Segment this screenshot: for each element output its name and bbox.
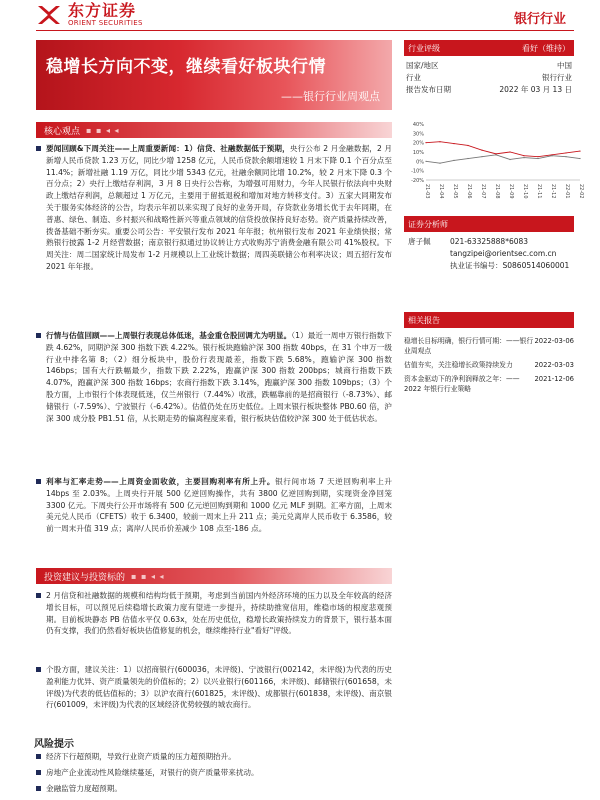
rating-value: 看好（维持） xyxy=(522,43,570,53)
section-investment xyxy=(36,568,392,584)
core-paragraph-text: 银行间市场 7 天逆回购利率上升 14bps 至 2.03%。上周央行开展 500 亿逆回购操作，共有 3800 亿逆回购到期，实现资金净回笼 3300 亿元。下周央行公开市场将有 500 亿元逆回购到期和 1000 亿元 MLF 到期。汇率方面，上周末美元兑人民币（CFETS）收于 6.3400，较前一周末上升 211 点；美元兑离岸人民币收于 6.3586，较前一周末升值 319 点；离岸/人民币价差减少 108 点至-186 点。 xyxy=(46,477,392,534)
series-point xyxy=(425,142,426,143)
y-tick-label: 40% xyxy=(412,122,424,128)
bullet-icon xyxy=(36,754,41,759)
bullet-icon xyxy=(36,146,41,151)
industry-tag: 银行行业 xyxy=(513,12,566,27)
x-tick-label: 22-02 xyxy=(578,184,584,199)
x-tick-label: 22-01 xyxy=(564,184,570,199)
series-point xyxy=(439,163,440,164)
x-tick-label: 21-05 xyxy=(452,184,458,199)
related-item[interactable] xyxy=(404,360,574,370)
related-reports xyxy=(404,312,574,398)
series-point xyxy=(439,141,440,142)
analyst-label: 证券分析师 xyxy=(408,219,448,229)
rating-row-key: 国家/地区 xyxy=(406,61,439,70)
invest-paragraph-text: 个股方面，建议关注：1）以招商银行(600036，未评级)、宁波银行(002142，未评级)为代表的历史盈利能力优异、资产质量领先的价值标的；2）以兴业银行(601166，未评级)、邮储银行(601658，未评级)为代表的低估值标的；3）以沪农商行(601825，未评级)、成都银行(601838，未评级)、南京银行(601009，未评级)为代表的区域经济优势较强的城农商行。 xyxy=(46,665,392,710)
x-tick-label: 21-11 xyxy=(536,184,542,199)
y-tick-label: 10% xyxy=(412,150,424,156)
series-point xyxy=(509,159,510,160)
logo-mark-icon xyxy=(36,4,62,26)
series-point xyxy=(579,150,580,151)
related-item-title: 估值夯实，关注稳增长政策持续发力 xyxy=(404,361,513,369)
related-item-date: 2022-03-06 xyxy=(534,337,574,345)
section-dots: ▪ ▪ ◂ ◂ xyxy=(86,125,120,135)
risk-item xyxy=(36,783,122,794)
performance-chart xyxy=(404,118,584,208)
bullet-icon xyxy=(36,667,41,672)
series-point xyxy=(523,157,524,158)
series-point xyxy=(467,145,468,146)
rating-row-key: 报告发布日期 xyxy=(406,85,451,94)
related-item-title: 资本金驱动下的净利润释放之年：——2022 年银行行业策略 xyxy=(404,375,520,393)
series-point xyxy=(453,160,454,161)
series-point xyxy=(523,155,524,156)
y-tick-label: -10% xyxy=(411,168,424,175)
core-paragraph-lead: 行情与估值回顾——上周银行表现总体低迷，基金重仓股回调尤为明显。 xyxy=(46,331,292,340)
header-divider xyxy=(36,30,574,31)
core-paragraph xyxy=(36,330,392,424)
logo-en: ORIENT SECURITIES xyxy=(68,19,143,27)
section-invest-title: 投资建议与投资标的 xyxy=(44,572,126,583)
core-paragraph xyxy=(36,476,392,535)
performance-chart-svg xyxy=(404,118,584,208)
related-item[interactable] xyxy=(404,374,574,394)
series-point xyxy=(425,161,426,162)
rating-row xyxy=(404,60,574,72)
series-point xyxy=(509,151,510,152)
related-header xyxy=(404,312,574,328)
risk-item xyxy=(36,767,259,778)
analyst-license: 执业证书编号：S0860514060001 xyxy=(450,261,570,270)
related-item-date: 2021-12-06 xyxy=(534,375,574,383)
rating-header xyxy=(404,40,574,56)
bullet-icon xyxy=(36,333,41,338)
rating-label: 行业评级 xyxy=(408,43,440,53)
rating-row xyxy=(404,72,574,84)
series-point xyxy=(579,158,580,159)
rating-row-value: 银行行业 xyxy=(542,73,572,82)
y-tick-label: 0% xyxy=(416,159,424,166)
series-point xyxy=(467,158,468,159)
related-item-title: 稳增长目标明确，银行行情可期：——银行业周观点 xyxy=(404,337,534,355)
analyst-panel xyxy=(404,216,574,272)
x-tick-label: 21-07 xyxy=(480,184,486,199)
logo-cn: 东方证券 xyxy=(68,1,137,20)
title-banner xyxy=(36,40,392,110)
rating-row xyxy=(404,84,574,96)
section-core-title: 核心观点 xyxy=(44,126,81,137)
core-paragraph xyxy=(36,143,392,273)
y-tick-label: -20% xyxy=(411,178,424,184)
series-point xyxy=(481,156,482,157)
bullet-icon xyxy=(36,593,41,598)
series-point xyxy=(495,154,496,155)
series-point xyxy=(551,155,552,156)
invest-paragraph xyxy=(36,664,392,711)
invest-paragraph xyxy=(36,590,392,637)
x-tick-label: 21-08 xyxy=(494,184,500,199)
series-point xyxy=(453,143,454,144)
company-logo xyxy=(36,0,143,30)
core-paragraph-text: 央行公布 2 月金融数据，2 月新增人民币贷款 1.23 万亿，同比少增 1258 亿元，人民币贷款余额增速较 1 月末下降 0.1 个百分点至 11.4%；新增社融 1.19 万亿，同比少增 5343 亿元，社融余额同比增 10.2%，较 2 月末下降 0.3 个百分点；2）央行上缴结存利润，3 月 8 日央行公告称，为增强可用财力，今年人民银行依法向中央财政上缴结存利润，总额超过 1 万亿元，主要用于留抵退税和增加对地方转移支付。3）五家大同期发布关于服务实体经济的公告，均表示年初以来实现了良好的业务开局，存贷款业务增长优于去年同期，在普惠、绿色、制造、乡村振兴和战略性新兴等重点领域的信贷投放保持良好态势。资产质量持续改善，拨备基础不断夯实。重要公司公告：平安银行发布 2021 年年报；杭州银行发布 2021 年业绩快报；常熟银行披露 1-2 月经营数据；南京银行拟通过协议转让方式收购苏宁消费金融有限公司 41%股权。下周关注：周二国家统计局发布 1-2 月规模以上工业统计数据；周四美联储公布利率决议；周五招行发布 2021 年年报。 xyxy=(46,144,393,271)
bullet-icon xyxy=(36,786,41,791)
series-point xyxy=(537,158,538,159)
series-point xyxy=(537,156,538,157)
analyst-header xyxy=(404,216,574,232)
risk-item-text: 金融监管力度超预期。 xyxy=(46,784,122,793)
rating-panel xyxy=(404,40,574,96)
x-tick-label: 21-12 xyxy=(550,184,556,199)
report-subtitle: ——银行行业周观点 xyxy=(281,90,380,103)
rating-row-value: 2022 年 03 月 13 日 xyxy=(499,85,572,94)
analyst-phone: 021-63325888*6083 xyxy=(450,237,529,246)
core-paragraph-text: （1）最近一周申万银行指数下跌 4.62%，同期沪深 300 指数下跌 4.22%。银行板块跑输沪深 300 指数 40bps，在 31 个申万一级行业中排名第 8；（2）细分板块中，股份行表现最差，指数下跌 5.68%，跑输沪深 300 指数 146bps；国有大行跌幅最少，指数下跌 2.22%，跑赢沪深 300 指数 200bps；城商行指数下跌 4.07%，跑赢沪深 300 指数 16bps；农商行指数下跌 3.14%，跑赢沪深 300 指数 109bps；（3）个股方面，上市银行个体表现低迷，仅兰州银行（7.44%）收涨，跌幅靠前的是招商银行（-8.73%）、邮储银行（-7.59%）、宁波银行（-6.42%）。估值仍处在历史低位。上周末银行板块整体 PB0.60 倍，沪深 300 成分股 PB1.51 倍，从长期走势的偏离程度来看，银行板块估值较沪深 300 处于低估状态。 xyxy=(46,331,393,423)
x-tick-label: 21-06 xyxy=(466,184,472,199)
x-tick-label: 21-03 xyxy=(424,184,430,199)
y-tick-label: 30% xyxy=(412,131,424,138)
rating-row-key: 行业 xyxy=(406,73,421,82)
rating-row-value: 中国 xyxy=(557,61,572,70)
related-item[interactable] xyxy=(404,336,574,356)
series-point xyxy=(565,152,566,153)
risk-title: 风险提示 xyxy=(34,739,74,750)
section-dots: ▪ ▪ ◂ ◂ xyxy=(131,571,165,581)
analyst-email[interactable]: tangzipei@orientsec.com.cn xyxy=(450,249,557,258)
core-paragraph-lead: 要闻回顾&下周关注——上周重要新闻：1）信贷、社融数据低于预期， xyxy=(46,144,290,153)
series-line xyxy=(426,142,580,157)
bullet-icon xyxy=(36,479,41,484)
related-label: 相关报告 xyxy=(408,315,440,325)
x-tick-label: 21-04 xyxy=(438,184,444,199)
analyst-name: 唐子佩 xyxy=(408,237,431,246)
core-paragraph-lead: 利率与汇率走势——上周资金面收敛，主要回购利率有所上升。 xyxy=(46,477,276,486)
invest-paragraph-text: 2 月信贷和社融数据的规模和结构均低于预期，考虑到当前国内外经济环境的压力以及全年较高的经济增长目标，可以预见后续稳增长政策力度有望进一步提升，持续助推宽信用，维稳市场的根度悲观预期。目前板块静态 PB 估值水平仅 0.63x，处在历史低位，稳增长政策持续发力的背景下，银行基本面仍有支撑，我们仍然看好板块估值修复的机会，继续维持行业"看好"评级。 xyxy=(46,591,392,636)
x-tick-label: 21-10 xyxy=(522,184,528,199)
series-line xyxy=(426,155,580,163)
x-tick-label: 21-09 xyxy=(508,184,514,199)
risk-item-text: 房地产企业流动性风险继续蔓延，对银行的资产质量带来扰动。 xyxy=(46,768,259,777)
y-tick-label: 20% xyxy=(412,140,424,147)
report-title: 稳增长方向不变，继续看好板块行情 xyxy=(46,57,326,77)
series-point xyxy=(481,150,482,151)
bullet-icon xyxy=(36,770,41,775)
risk-item xyxy=(36,751,236,762)
series-point xyxy=(565,156,566,157)
related-item-date: 2022-03-03 xyxy=(534,361,574,369)
section-core-view xyxy=(36,122,392,138)
risk-item-text: 经济下行超预期，导致行业资产质量的压力超预期抬升。 xyxy=(46,752,236,761)
